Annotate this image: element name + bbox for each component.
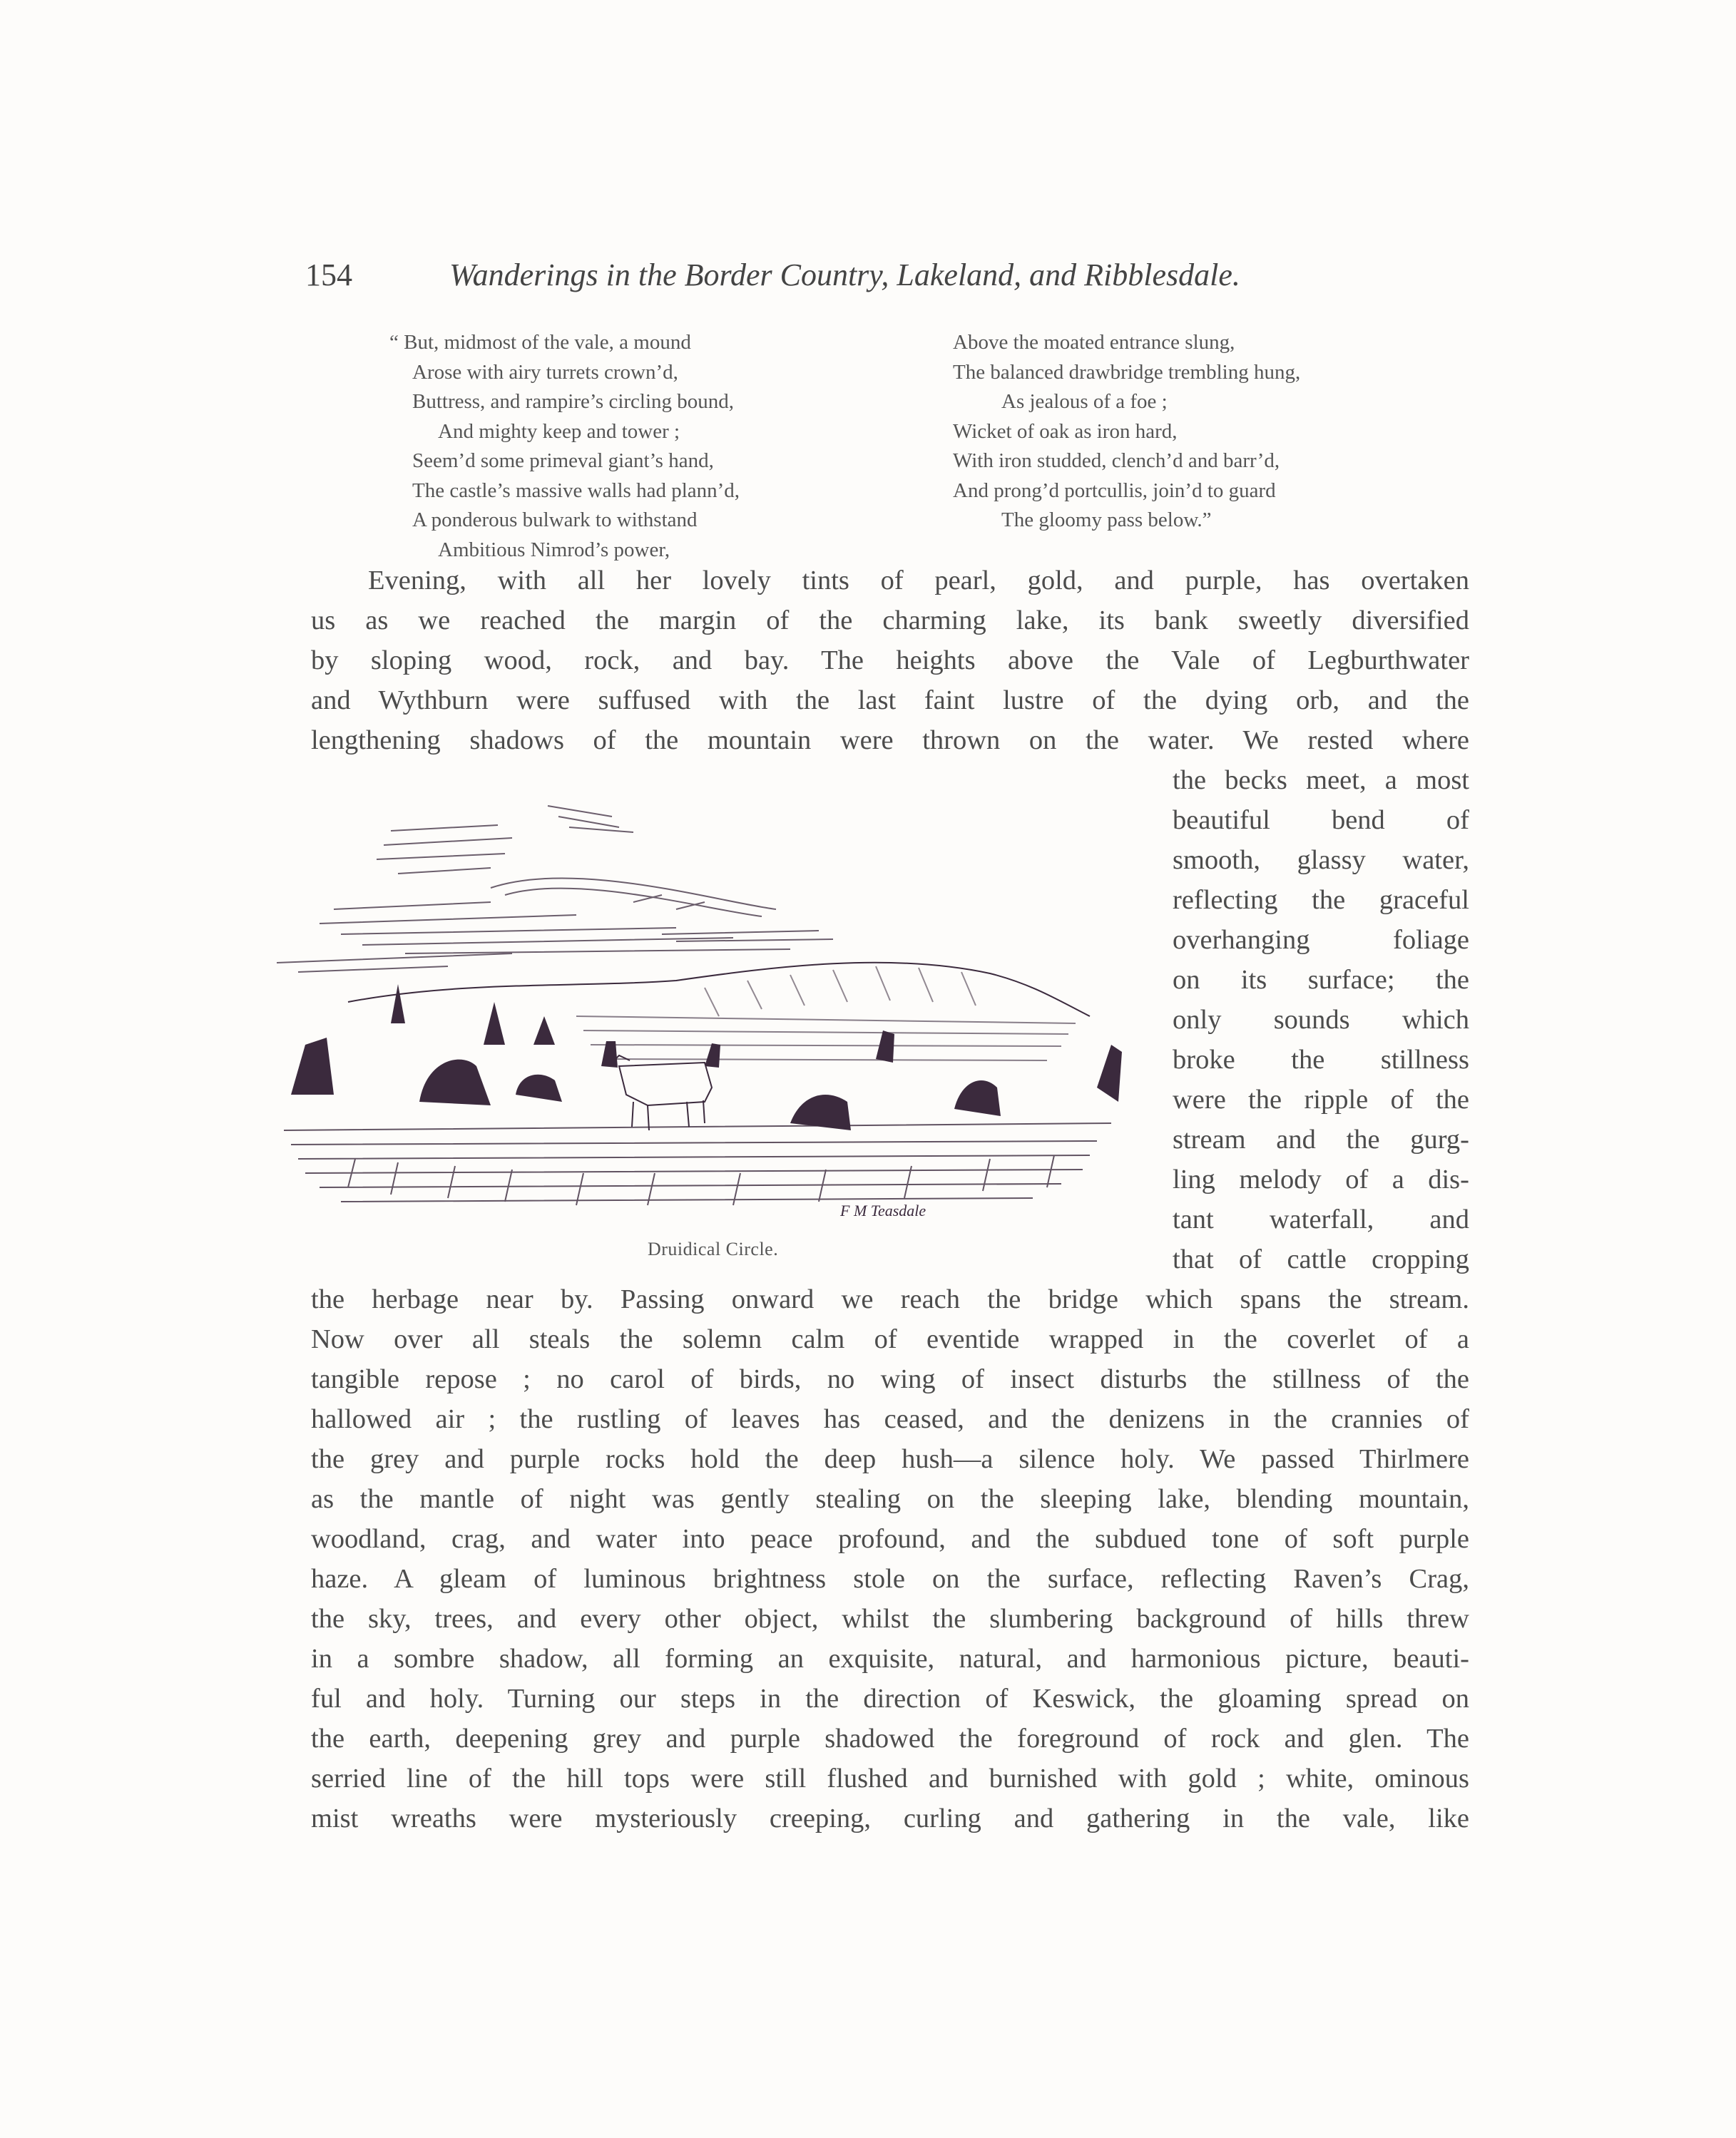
foreground-grass [284, 1123, 1111, 1205]
text-line: reflecting the graceful [1173, 885, 1469, 915]
text-line: broke the stillness [1173, 1045, 1469, 1075]
trees [391, 984, 555, 1045]
verse-line: The gloomy pass below.” [1001, 508, 1212, 531]
illustration-druidical-circle [277, 788, 1140, 1259]
text-line: in a sombre shadow, all forming an exquisite, natural, and harmonious picture, beauti- [311, 1644, 1469, 1674]
figure-caption: Druidical Circle. [648, 1239, 779, 1259]
verse-line: With iron studded, clench’d and barr’d, [953, 449, 1280, 472]
verse-line: As jealous of a foe ; [1001, 390, 1168, 413]
text-line: ling melody of a dis- [1173, 1165, 1469, 1195]
text-line: haze. A gleam of luminous brightness stole on the surface, reflecting Raven’s Crag, [311, 1564, 1469, 1594]
verse-line: Arose with airy turrets crown’d, [412, 360, 678, 384]
verse-line: Buttress, and rampire’s circling bound, [412, 390, 735, 413]
text-line: hallowed air ; the rustling of leaves has ceased, and the denizens in the crannies of [311, 1404, 1469, 1434]
text-line: us as we reached the margin of the charming lake, its bank sweetly diversified [311, 605, 1469, 635]
text-line: ful and holy. Turning our steps in the direction of Keswick, the gloaming spread on [311, 1684, 1469, 1714]
text-line: on its surface; the [1173, 965, 1469, 995]
text-line: serried line of the hill tops were still flushed and burnished with gold ; white, ominous [311, 1764, 1469, 1794]
text-line: mist wreaths were mysteriously creeping, curling and gathering in the vale, like [311, 1804, 1469, 1833]
text-line: that of cattle cropping [1173, 1244, 1469, 1274]
running-title: Wanderings in the Border Country, Lakeland, and Ribblesdale. [449, 257, 1240, 292]
text-line: the becks meet, a most [1173, 765, 1469, 795]
text-line: beautiful bend of [1173, 805, 1469, 835]
text-line: by sloping wood, rock, and bay. The heights above the Vale of Legburthwater [311, 645, 1469, 675]
verse-line: Seem’d some primeval giant’s hand, [412, 449, 714, 472]
verse-line: A ponderous bulwark to withstand [412, 508, 698, 531]
text-line: only sounds which [1173, 1005, 1469, 1035]
text-line: Now over all steals the solemn calm of eventide wrapped in the coverlet of a [311, 1324, 1469, 1354]
text-line: and Wythburn were suffused with the last faint lustre of the dying orb, and the [311, 685, 1469, 715]
engraving-image [277, 788, 1140, 1230]
text-line: woodland, crag, and water into peace profound, and the subdued tone of soft purple [311, 1524, 1469, 1554]
text-line: lengthening shadows of the mountain were thrown on the water. We rested where [311, 725, 1469, 755]
verse-column-left [389, 328, 832, 565]
page-number: 154 [305, 257, 352, 292]
text-line: the sky, trees, and every other object, whilst the slumbering background of hills threw [311, 1604, 1469, 1634]
cow-figure [612, 1055, 712, 1130]
verse-line: And mighty keep and tower ; [438, 419, 680, 443]
text-line: as the mantle of night was gently stealing on the sleeping lake, blending mountain, [311, 1484, 1469, 1514]
verse-line: Above the moated entrance slung, [953, 331, 1235, 354]
verse-line: And prong’d portcullis, join’d to guard [953, 479, 1276, 502]
text-line: smooth, glassy water, [1173, 845, 1469, 875]
text-line: overhanging foliage [1173, 925, 1469, 955]
verse-line: Wicket of oak as iron hard, [953, 419, 1178, 443]
verse-line: Ambitious Nimrod’s power, [438, 538, 670, 561]
text-line: stream and the gurg- [1173, 1125, 1469, 1155]
verse-column-right [953, 328, 1452, 536]
verse-line: The castle’s massive walls had plann’d, [412, 479, 740, 502]
text-line: Evening, with all her lovely tints of pearl, gold, and purple, has overtaken [368, 566, 1469, 595]
verse-line: The balanced drawbridge trembling hung, [953, 360, 1301, 384]
verse-line: “ But, midmost of the vale, a mound [389, 331, 691, 354]
text-line: tant waterfall, and [1173, 1204, 1469, 1234]
text-line: tangible repose ; no carol of birds, no wing of insect disturbs the stillness of the [311, 1364, 1469, 1394]
text-line: were the ripple of the [1173, 1085, 1469, 1115]
sky-clouds [277, 806, 833, 972]
text-line: the herbage near by. Passing onward we reach the bridge which spans the stream. [311, 1284, 1469, 1314]
artist-signature: F M Teasdale [840, 1202, 926, 1219]
text-line: the earth, deepening grey and purple shadowed the foreground of rock and glen. The [311, 1724, 1469, 1754]
text-line: the grey and purple rocks hold the deep hush—a silence holy. We passed Thirlmere [311, 1444, 1469, 1474]
page-header [305, 257, 1475, 307]
